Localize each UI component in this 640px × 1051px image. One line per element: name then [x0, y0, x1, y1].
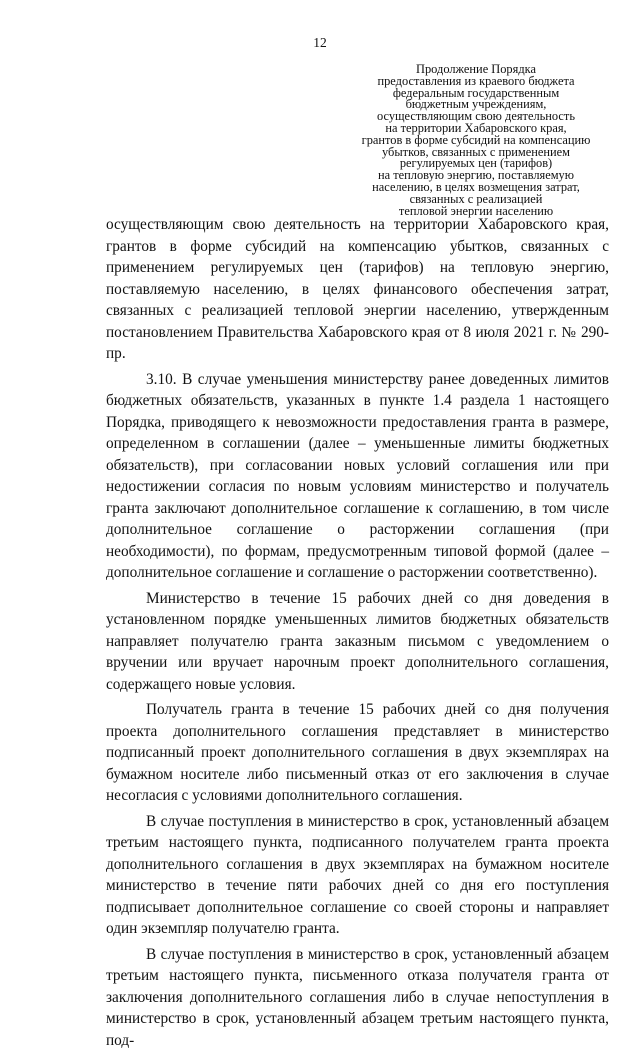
- paragraph: В случае поступления в министерство в срок, установленный абзацем третьим настоящего пункта, письменного отказа получателя гранта от заключения дополнительного соглашения либо в случае непоступления в министерство в срок, установленный абзацем третьим настоящего пункта, под-: [106, 944, 609, 1051]
- paragraph: Министерство в течение 15 рабочих дней со дня доведения в установленном порядке уменьшенных лимитов бюджетных обязательств направляет получателю гранта заказным письмом с уведомлением о вручении или вручает нарочным проект дополнительного соглашения, содержащего новые условия.: [106, 588, 609, 696]
- header-line: на тепловую энергию, поставляемую: [360, 170, 592, 182]
- paragraph: осуществляющим свою деятельность на территории Хабаровского края, грантов в форме субсидий на компенсацию убытков, связанных с применением регулируемых цен (тарифов) на тепловую энергию, поставляемую населению, в целях финансового обеспечения затрат, связанных с реализацией тепловой энергии населению, утвержденным постановлением Правительства Хабаровского края от 8 июля 2021 г. № 290-пр.: [106, 214, 609, 365]
- header-line: регулируемых цен (тарифов): [360, 158, 592, 170]
- header-line: грантов в форме субсидий на компенсацию: [360, 135, 592, 147]
- header-line: предоставления из краевого бюджета: [360, 76, 592, 88]
- header-line: Продолжение Порядка: [360, 64, 592, 76]
- header-line: на территории Хабаровского края,: [360, 123, 592, 135]
- header-line: населению, в целях возмещения затрат,: [360, 182, 592, 194]
- header-block: [360, 64, 592, 217]
- page-number: 12: [0, 35, 640, 51]
- paragraph: 3.10. В случае уменьшения министерству ранее доведенных лимитов бюджетных обязательств, указанных в пункте 1.4 раздела 1 настоящего Порядка, приводящего к невозможности предоставления гранта в размере, определенном в соглашении (далее – уменьшенные лимиты бюджетных обязательств), при согласовании новых условий соглашения или при недостижении согласия по новым условиям министерство и получатель гранта заключают дополнительное соглашение к соглашению, в том числе дополнительное соглашение о расторжении соглашения (при необходимости), по формам, предусмотренным типовой формой (далее – дополнительное соглашение и соглашение о расторжении соответственно).: [106, 369, 609, 584]
- header-line: федеральным государственным: [360, 88, 592, 100]
- header-line: бюджетным учреждениям,: [360, 99, 592, 111]
- header-line: осуществляющим свою деятельность: [360, 111, 592, 123]
- paragraph: Получатель гранта в течение 15 рабочих дней со дня получения проекта дополнительного соглашения представляет в министерство подписанный проект дополнительного соглашения в двух экземплярах на бумажном носителе либо письменный отказ от его заключения в случае несогласия с условиями дополнительного соглашения.: [106, 699, 609, 807]
- paragraph: В случае поступления в министерство в срок, установленный абзацем третьим настоящего пункта, подписанного получателем гранта проекта дополнительного соглашения в двух экземплярах на бумажном носителе министерство в течение пяти рабочих дней со дня его поступления подписывает дополнительное соглашение со своей стороны и направляет один экземпляр получателю гранта.: [106, 811, 609, 940]
- header-line: тепловой энергии населению: [360, 206, 592, 218]
- body-text: [106, 214, 609, 1051]
- header-line: убытков, связанных с применением: [360, 147, 592, 159]
- header-line: связанных с реализацией: [360, 194, 592, 206]
